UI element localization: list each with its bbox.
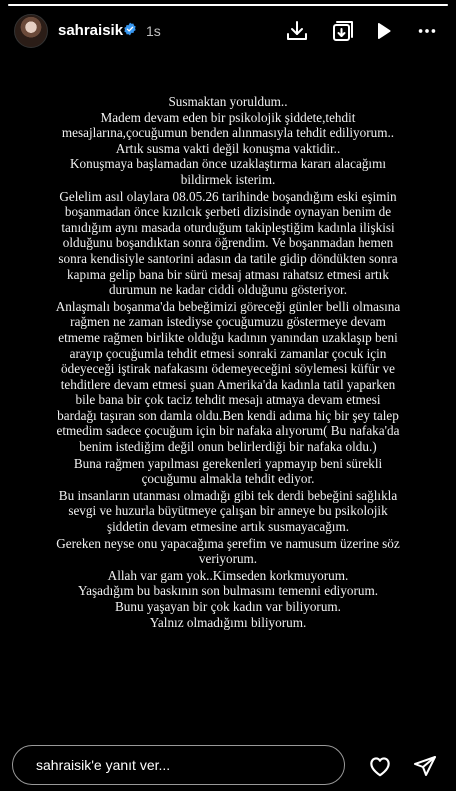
download-icon[interactable] xyxy=(284,18,310,44)
add-to-story-icon[interactable] xyxy=(330,18,356,44)
story-header xyxy=(0,8,456,52)
story-time: 1s xyxy=(146,23,161,39)
reply-input[interactable] xyxy=(12,745,345,785)
send-icon[interactable] xyxy=(411,752,439,780)
story-footer xyxy=(0,738,456,788)
story-paragraph: Buna rağmen yapılması gerekenleri yapmayıp beni sürekli çocuğumu almakla tehdit ediyor. xyxy=(73,455,383,487)
more-horizontal-icon[interactable] xyxy=(414,18,440,44)
story-progress-bar xyxy=(8,4,448,6)
story-paragraph: Anlaşmalı boşanma'da bebeğimizi göreceği günler belli olmasına rağmen ne zaman istediyse çocuğumuzu göstermeye devam etmeme rağmen birlikte olduğu kadının yanından uzaklaşıp beni arayıp çocuğumla tehdit etmesi sonraki zamanlar çocuk için ödeyeceği iştirak nafakasını ödemeyeceğini söylemesi küfür ve tehditlere devam etmesi şuan Amerika'da kadınla tatil yaparken bile bana bir çok taciz tehdit mesajı atmaya devam etmesi bardağı taşıran son damla oldu.Ben kendi adıma hiç bir şey talep etmedim sadece çocuğum için bir nafaka alıyorum( Bu nafaka'da benim istediğim değil onun belirlerdiği bir nafaka oldu.) xyxy=(55,298,401,455)
verified-badge-icon xyxy=(123,22,137,36)
story-text xyxy=(26,94,430,630)
story-paragraph: Gereken neyse onu yapacağıma şerefim ve namusum üzerine söz veriyorum. xyxy=(56,535,400,567)
username[interactable]: sahraisik xyxy=(58,22,124,39)
story-paragraph: Gelelim asıl olaylara 08.05.26 tarihinde boşandığım eski eşimin boşanmadan önce kızılcık şerbeti dizisinde oynayan benim de tanıdığım aynı masada oturduğum takipleştiğim kadınla ilişkisi olduğunu boşandıktan sonra öğrendim. Ve boşanmadan hemen sonra kendisiyle santorini adasın da tatile gidip döndükten sonra kapıma gelip bana bir sürü mesaj atması rahatsız etmesi artık durumun ne kadar ciddi olduğunu gösteriyor. xyxy=(58,188,398,298)
story-paragraph: Bu insanların utanması olmadığı gibi tek derdi bebeğini sağlıkla sevgi ve huzurla büyütmeye çalışan bir anneye bu psikolojik şiddetin devam etmesine artık susmayacağım. xyxy=(58,487,398,535)
play-icon[interactable] xyxy=(370,18,396,44)
story-paragraph: Allah var gam yok..Kimseden korkmuyorum. Yaşadığım bu baskının son bulmasını temenni ediyorum. Bunu yaşayan bir çok kadın var biliyorum. Yalnız olmadığımı biliyorum. xyxy=(77,567,379,630)
story-progress-fill xyxy=(8,4,448,6)
heart-icon[interactable] xyxy=(366,752,394,780)
story-paragraph: Susmaktan yoruldum.. Madem devam eden bir psikolojik şiddete,tehdit mesajlarına,çocuğumun benden alınmasıyla tehdit ediliyorum.. Artık susma vakti değil konuşma vaktidir.. Konuşmaya başlamadan önce uzaklaştırma kararı alacağımı bildirmek isterim. xyxy=(61,94,395,187)
avatar[interactable] xyxy=(14,14,48,48)
reply-placeholder: sahraisik'e yanıt ver... xyxy=(36,757,171,773)
